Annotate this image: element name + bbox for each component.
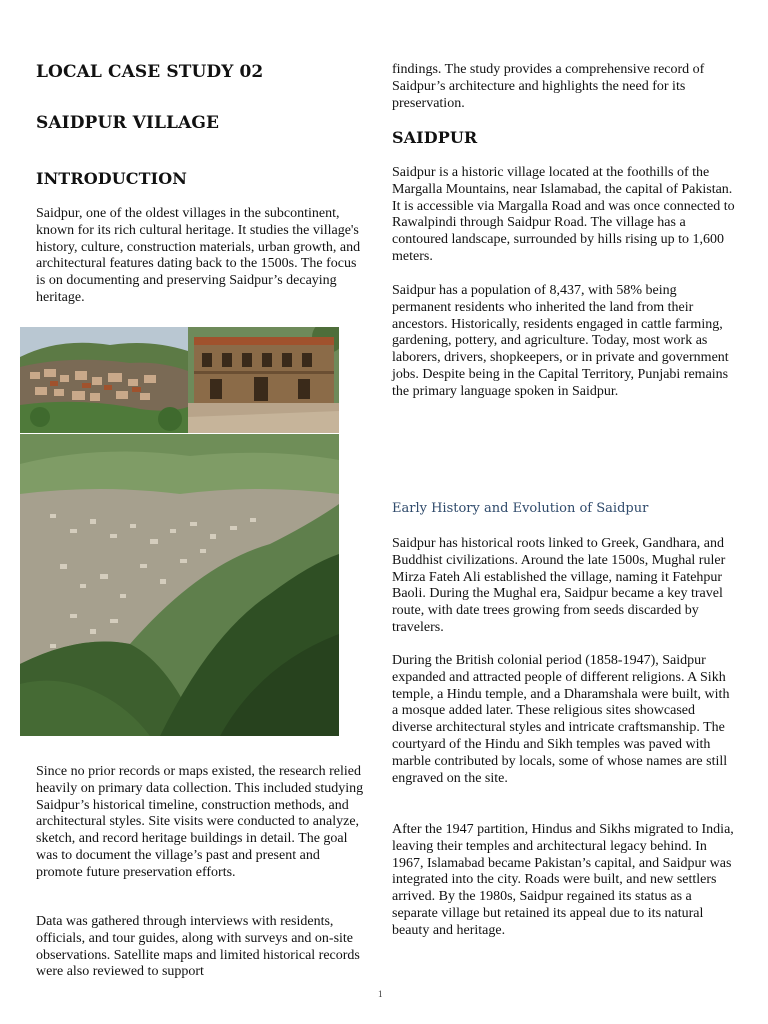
photo-aerial-valley (20, 434, 339, 736)
findings-continuation-paragraph: findings. The study provides a comprehensive record of Saidpur’s architecture and highlights the need for its preservation. (392, 62, 705, 111)
location-paragraph: Saidpur is a historic village located at the foothills of the Margalla Mountains, near Islamabad, the capital of Pakistan. It is accessible via Margalla Road and was once connected to Rawalpindi through Saidpur Road. The village has a contoured landscape, surrounded by hills rising up to 1,600 meters. (392, 165, 735, 264)
early-history-paragraph: Saidpur has historical roots linked to Greek, Gandhara, and Buddhist civilizations. Around the late 1500s, Mughal ruler Mirza Fateh Ali established the village, naming it Fatehpur Baoli. During the Mughal era, Saidpur became a key travel route, with date trees growing from seeds discarded by travelers. (392, 536, 726, 635)
data-gathering-paragraph: Data was gathered through interviews with residents, officials, and tour guides, along with surveys and on-site observations. Satellite maps and limited historical records were also reviewed to support (36, 914, 360, 980)
introduction-heading: INTRODUCTION (36, 169, 187, 188)
population-paragraph: Saidpur has a population of 8,437, with 58% being permanent residents who inherited the land from their ancestors. Historically, residents engaged in cattle farming, gardening, pottery, and agriculture. Today, most work as laborers, drivers, shopkeepers, or in private and government jobs. Despite being in the Capital Territory, Punjabi remains the primary language spoken in Saidpur. (392, 283, 729, 399)
research-method-paragraph: Since no prior records or maps existed, the research relied heavily on primary data collection. This included studying Saidpur’s historical timeline, construction methods, and architectural styles. Site visits were conducted to analyze, sketch, and record heritage buildings in detail. The goal was to document the village’s past and present and promote future preservation efforts. (36, 764, 364, 880)
saidpur-heading: SAIDPUR (392, 128, 478, 147)
colonial-period-paragraph: During the British colonial period (1858-1947), Saidpur expanded and attracted people of different religions. A Sikh temple, a Hindu temple, and a Dharamshala were built, with a mosque added later. These religious sites showcased diverse architectural styles and intricate craftsmanship. The courtyard of the Hindu and Sikh temples was paved with marble contributed by locals, some of whose names are still engraved on the site. (392, 653, 730, 786)
introduction-paragraph: Saidpur, one of the oldest villages in the subcontinent, known for its rich cultural heritage. It studies the village's history, culture, construction materials, urban growth, and architectural features dating back to the 1500s. The focus is on documenting and preserving Saidpur’s decaying heritage. (36, 206, 361, 305)
photo-heritage-building (188, 327, 339, 433)
page-number: 1 (378, 989, 383, 999)
photo-village-hillside (20, 327, 188, 433)
history-heading: Early History and Evolution of Saidpur (392, 501, 649, 516)
case-study-title: LOCAL CASE STUDY 02 (36, 62, 264, 82)
partition-paragraph: After the 1947 partition, Hindus and Sikhs migrated to India, leaving their temples and architectural legacy behind. In 1967, Islamabad became Pakistan’s capital, and Saidpur was integrated into the city. Roads were built, and new settlers arrived. By the 1980s, Saidpur regained its status as a separate village but retained its appeal due to its natural beauty and heritage. (392, 822, 734, 938)
village-title: SAIDPUR VILLAGE (36, 113, 220, 133)
